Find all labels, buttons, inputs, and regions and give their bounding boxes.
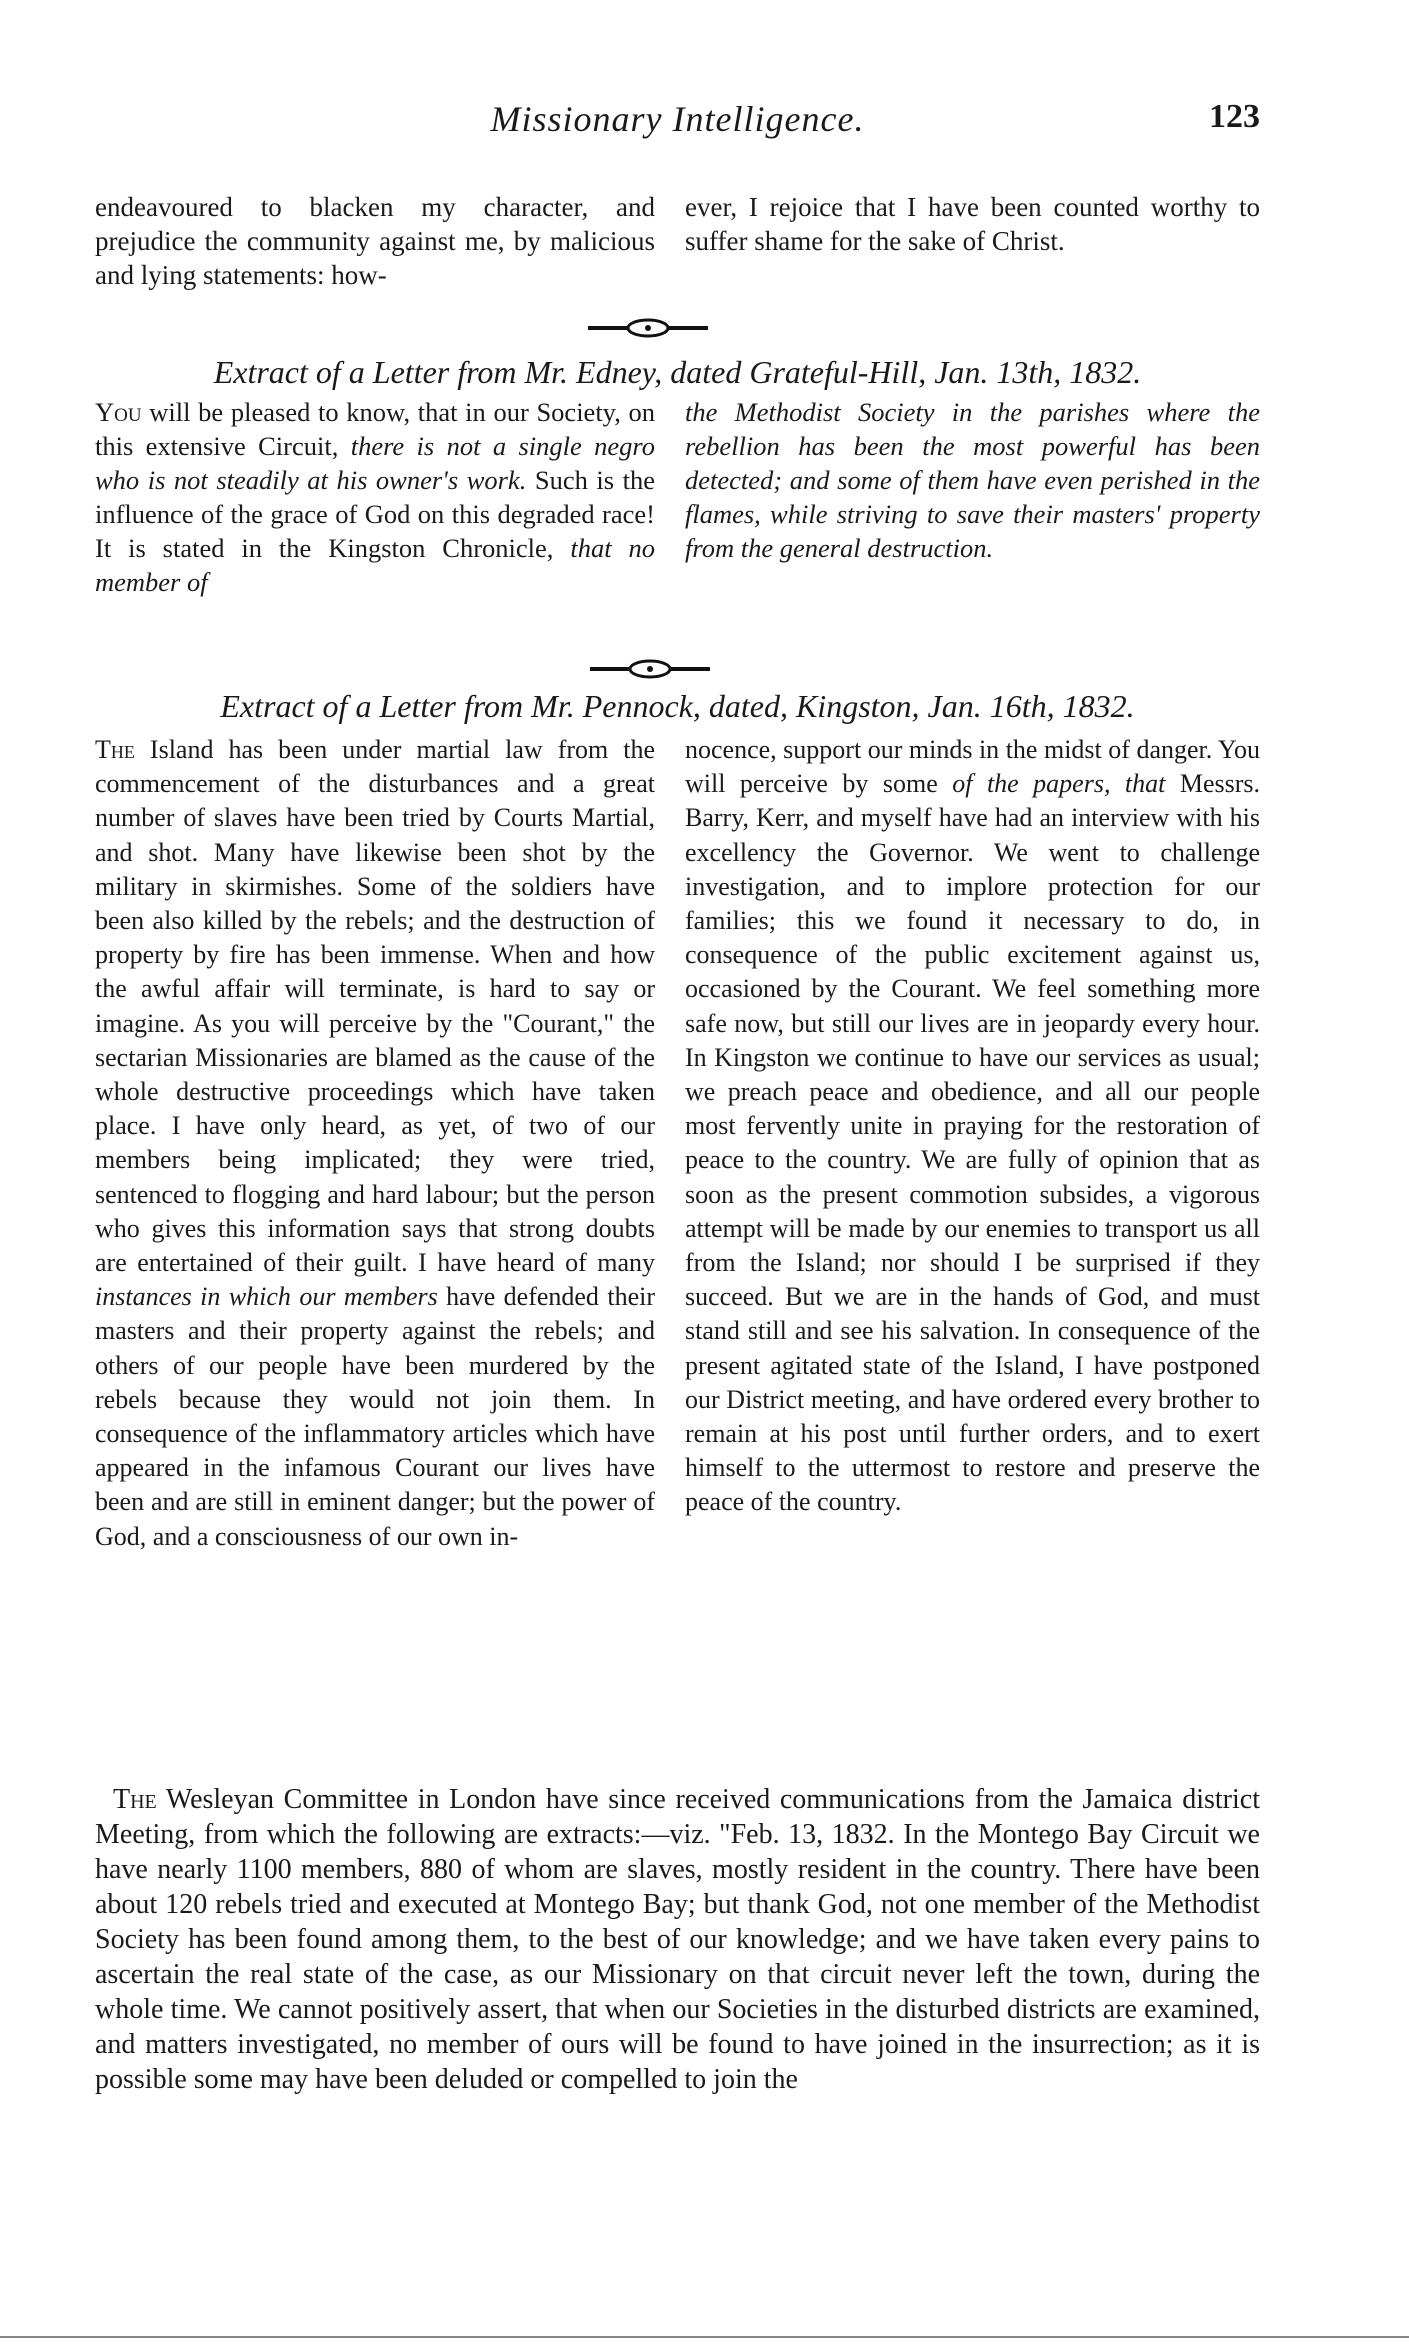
emphasis-text: there is not a single negro who is not steadily at his owner's work. [95,431,655,495]
running-title: Missionary Intelligence. [490,99,865,139]
page-number: 123 [1209,98,1260,135]
extract-pennock-left-column [95,733,655,1554]
extract-edney-left-paragraph [95,395,655,599]
fragment-right-text: ever, I rejoice that I have been counted worthy to suffer shame for the sake of Christ. [685,192,1260,256]
emphasis-text: that no member of [95,533,655,597]
body-text: Wesleyan Committee in London have since received communications from the Jamaica district Meeting, from which the following are extracts:—viz. "Feb. 13, 1832. In the Montego Bay Circuit we have nearly 1100 members, 880 of whom are slaves, mostly resident in the country. There have been about 120 rebels tried and executed at Montego Bay; but thank God, not one member of the Methodist Society has been found among them, to the best of our knowledge; and we have taken every pains to ascertain the real state of the case, as our Missionary on that circuit never left the town, during the whole time. We cannot positively assert, that when our Societies in the disturbed districts are examined, and matters investigated, no member of ours will be found to have joined in the insurrection; as it is possible some may have been deluded or compelled to join the [95,1784,1260,2095]
extract-pennock-left-paragraph [95,733,655,1554]
page-bottom-edge [0,2336,1409,2338]
section-divider-ornament [588,318,708,338]
lead-word: You [95,397,142,427]
fragment-right-column [685,190,1260,258]
extract-edney-left-column [95,395,655,599]
closing-paragraph [95,1782,1260,2097]
fragment-left-column [95,190,655,292]
extract-heading-edney: Extract of a Letter from Mr. Edney, dated Grateful-Hill, Jan. 13th, 1832. [213,354,1142,390]
lead-word: The [95,735,135,764]
body-text: nocence, support our minds in the midst of danger. You will perceive by some [685,735,1260,799]
body-text: will be pleased to know, that in our Society, on this extensive Circuit, [95,397,656,461]
extract-heading-pennock: Extract of a Letter from Mr. Pennock, dated, Kingston, Jan. 16th, 1832. [220,688,1135,724]
closing-paragraph-text [95,1782,1260,2097]
extract-pennock-right-paragraph [685,733,1260,1520]
extract-pennock-right-column [685,733,1260,1520]
fragment-left-text: endeavoured to blacken my character, and prejudice the community against me, by malicious and lying statements: how- [95,192,655,290]
running-head [95,98,1260,148]
body-text: Such is the influence of the grace of God on this degraded race! It is stated in the Kingston Chronicle, [95,465,656,563]
body-text: Island has been under martial law from the commencement of the disturbances and a great number of slaves have been tried by Courts Martial, and shot. Many have likewise been shot by the military in skirmishes. Some of the soldiers have been also killed by the rebels; and the destruction of property by fire has been immense. When and how the awful affair will terminate, is hard to say or imagine. As you will perceive by the "Courant," the sectarian Missionaries are blamed as the cause of the whole destructive proceedings which have taken place. I have only heard, as yet, of two of our members being implicated; they were tried, sentenced to flogging and hard labour; but the person who gives this information says that strong doubts are entertained of their guilt. I have heard of many [95,735,656,1278]
emphasis-text: instances in which our members [95,1282,438,1312]
emphasis-text: of the papers, that [952,769,1166,799]
section-divider-ornament [590,659,710,679]
body-text: have defended their masters and their property against the rebels; and others of our people have been murdered by the rebels because they would not join them. In consequence of the inflammatory articles which have appeared in the infamous Courant our lives have been and are still in eminent danger; but the power of God, and a consciousness of our own in- [95,1282,655,1551]
extract-edney-right-column [685,395,1260,565]
extract-edney-right-text: the Methodist Society in the parishes where the rebellion has been the most powerful has been detected; and some of them have even perished in the flames, while striving to save their masters' property from the general destruction. [685,397,1260,563]
lead-word: The [113,1784,157,1815]
body-text: Messrs. Barry, Kerr, and myself have had an interview with his excellency the Governor. We went to challenge investigation, and to implore protection for our families; this we found it necessary to do, in consequence of the public excitement against us, occasioned by the Courant. We feel something more safe now, but still our lives are in jeopardy every hour. In Kingston we continue to have our services as usual; we preach peace and obedience, and all our people most fervently unite in praying for the restoration of peace to the country. We are fully of opinion that as soon as the present commotion subsides, a vigorous attempt will be made by our enemies to transport us all from the Island; nor should I be surprised if they succeed. But we are in the hands of God, and must stand still and see his salvation. In consequence of the present agitated state of the Island, I have postponed our District meeting, and have ordered every brother to remain at his post until further orders, and to exert himself to the uttermost to restore and preserve the peace of the country. [685,769,1261,1517]
